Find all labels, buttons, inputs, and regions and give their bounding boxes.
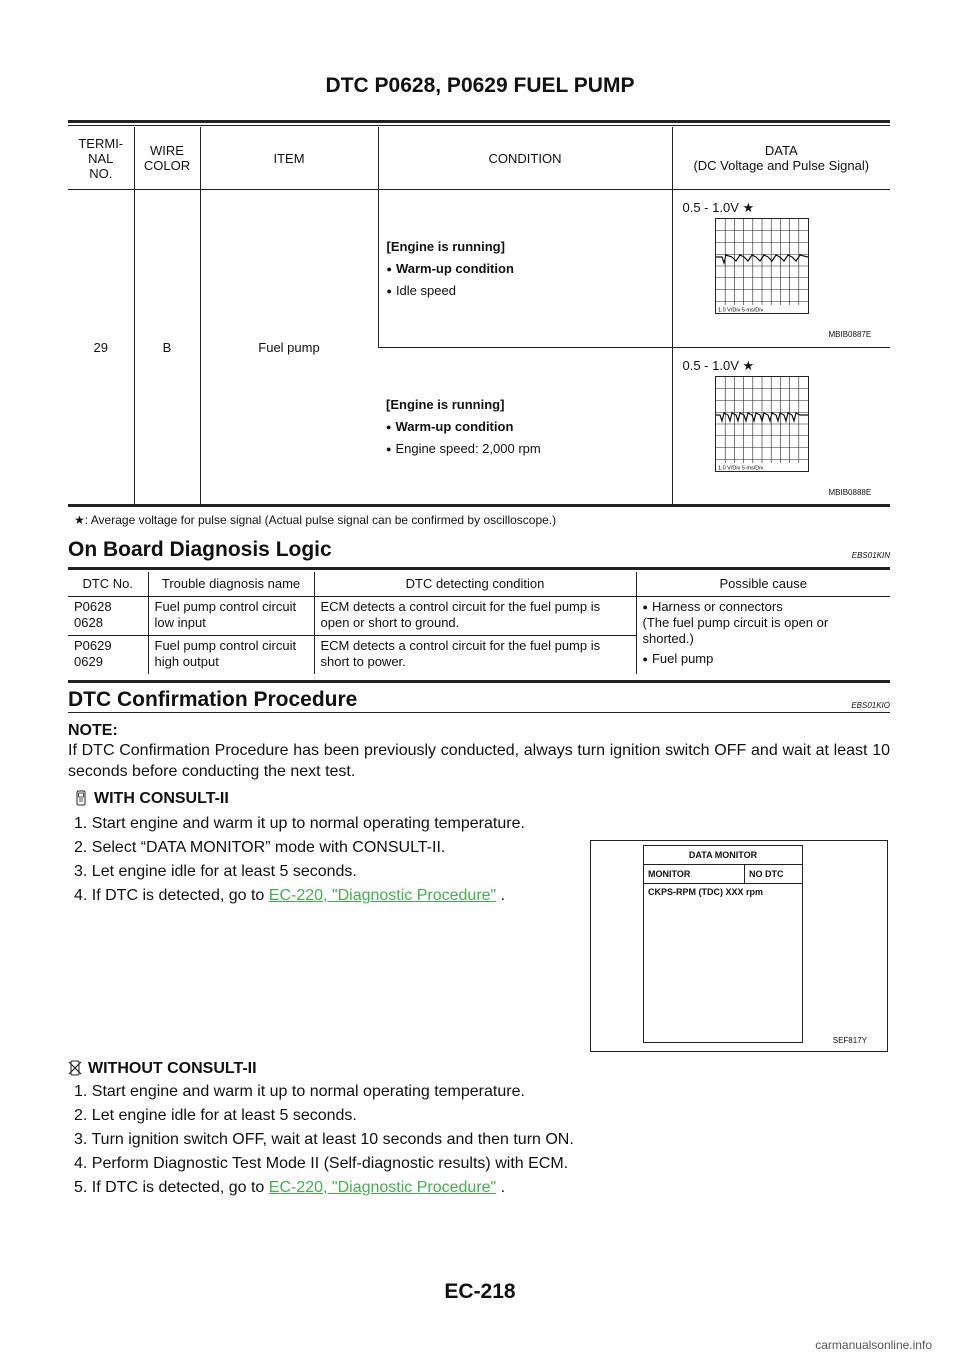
- header-wire-color: WIRE COLOR: [134, 127, 200, 190]
- status-column: NO DTC: [749, 869, 784, 879]
- scope-scale: 1.0 V/Div 5 ms/Div: [717, 307, 763, 314]
- trouble-name: Fuel pump control circuit low input: [148, 597, 314, 636]
- header-condition: CONDITION: [378, 127, 672, 190]
- condition-bullet: Warm-up condition: [395, 260, 514, 276]
- scope-scale: 1.0 V/Div 5 ms/Div: [717, 465, 763, 472]
- data-value: 0.5 - 1.0V ★: [682, 358, 755, 373]
- list-item: 1. Start engine and warm it up to normal operating temperature.: [74, 815, 525, 832]
- condition-title: [Engine is running]: [386, 238, 505, 254]
- table-row: [68, 597, 890, 636]
- consult-tool-icon: [74, 790, 88, 806]
- section-code: EBS01KIO: [851, 701, 890, 710]
- header-data: DATA (DC Voltage and Pulse Signal): [672, 127, 890, 190]
- section-heading-obd: On Board Diagnosis Logic: [68, 538, 332, 561]
- header-dtc-no: DTC No.: [68, 572, 148, 597]
- header-terminal-no: TERMI- NAL NO.: [68, 127, 134, 190]
- with-consult-heading: WITH CONSULT-II: [74, 788, 229, 809]
- condition-bullet: ● Idle speed: [387, 280, 672, 302]
- condition-title: [Engine is running]: [386, 396, 505, 412]
- watermark: carmanualsonline.info: [815, 1338, 932, 1352]
- list-item: 4. Perform Diagnostic Test Mode II (Self-diagnostic results) with ECM.: [74, 1155, 569, 1172]
- condition-cell-2: [378, 348, 672, 506]
- list-item: 5. If DTC is detected, go to EC-220, "Diagnostic Procedure" .: [74, 1179, 506, 1196]
- list-item: 4. If DTC is detected, go to EC-220, "Diagnostic Procedure" .: [74, 887, 506, 904]
- list-item: 3. Turn ignition switch OFF, wait at least 10 seconds and then turn ON.: [74, 1131, 574, 1148]
- title-rule-thin: [68, 125, 890, 126]
- list-item: 3. Let engine idle for at least 5 seconds.: [74, 863, 357, 880]
- detecting-condition: ECM detects a control circuit for the fuel pump is short to power.: [314, 636, 636, 675]
- monitor-column: MONITOR: [644, 865, 745, 883]
- dtc-number: P0628 0628: [74, 599, 112, 630]
- wire-color: B: [134, 190, 200, 506]
- list-item: 2. Select “DATA MONITOR” mode with CONSULT-II.: [74, 839, 446, 856]
- dtc-number: P0629 0629: [68, 636, 148, 675]
- star-icon: ★: [742, 358, 755, 373]
- data-monitor-screen: [643, 845, 803, 1043]
- header-possible-cause: Possible cause: [636, 572, 890, 597]
- cause-item: ● Harness or connectors (The fuel pump circuit is open or shorted.): [643, 599, 885, 647]
- table-bottom-rule: [68, 504, 890, 507]
- table-top-rule: [68, 567, 890, 570]
- data-value: 0.5 - 1.0V ★: [682, 200, 755, 215]
- header-trouble-name: Trouble diagnosis name: [148, 572, 314, 597]
- footnote: ★: Average voltage for pulse signal (Actual pulse signal can be confirmed by oscilloscope.): [74, 513, 557, 527]
- section-code: EBS01KIN: [851, 551, 890, 560]
- condition-cell-1: [378, 190, 672, 348]
- figure-code: SEF817Y: [832, 1036, 867, 1045]
- figure-code: MBIB0888E: [828, 488, 872, 497]
- list-item: 2. Let engine idle for at least 5 seconds.: [74, 1107, 357, 1124]
- section-heading-confirmation: DTC Confirmation Procedure: [68, 688, 358, 711]
- no-consult-icon: [68, 1060, 82, 1076]
- note-label: NOTE:: [68, 722, 118, 739]
- header-item: ITEM: [200, 127, 378, 190]
- monitor-item: CKPS-RPM (TDC) XXX rpm: [648, 887, 764, 897]
- data-monitor-title: DATA MONITOR: [644, 846, 802, 865]
- header-detecting-condition: DTC detecting condition: [314, 572, 636, 597]
- title-rule: [68, 120, 890, 123]
- cause-item: ● Fuel pump: [643, 651, 885, 667]
- condition-bullet: Warm-up condition: [395, 418, 514, 434]
- data-cell-1: [672, 190, 890, 348]
- page-title: DTC P0628, P0629 FUEL PUMP: [325, 74, 635, 97]
- possible-causes: [636, 597, 890, 675]
- oscilloscope-waveform: [715, 376, 809, 472]
- page-number: EC-218: [444, 1280, 516, 1303]
- diagnostic-procedure-link[interactable]: EC-220, "Diagnostic Procedure": [268, 887, 497, 904]
- star-icon: ★: [742, 200, 755, 215]
- note-text: If DTC Confirmation Procedure has been previously conducted, always turn ignition switch OFF and wait at least 10 seconds before conducting the next test.: [68, 742, 890, 780]
- data-monitor-figure: [590, 840, 888, 1052]
- heading-rule: [68, 712, 890, 713]
- detecting-condition: ECM detects a control circuit for the fuel pump is open or short to ground.: [314, 597, 636, 636]
- terminal-table: [68, 127, 890, 505]
- diagnostic-procedure-link[interactable]: EC-220, "Diagnostic Procedure": [268, 1179, 497, 1196]
- star-icon: ★: [74, 513, 85, 527]
- obd-logic-table: [68, 572, 890, 674]
- terminal-no: 29: [93, 340, 108, 355]
- list-item: 1. Start engine and warm it up to normal operating temperature.: [74, 1083, 525, 1100]
- figure-code: MBIB0887E: [828, 330, 872, 339]
- trouble-name: Fuel pump control circuit high output: [148, 636, 314, 675]
- data-monitor-header-row: [644, 865, 802, 884]
- without-consult-heading: WITHOUT CONSULT-II: [68, 1058, 257, 1079]
- oscilloscope-waveform: [715, 218, 809, 314]
- table-bottom-rule: [68, 680, 890, 683]
- condition-bullet: ● Engine speed: 2,000 rpm: [386, 438, 672, 460]
- item-name: Fuel pump: [200, 190, 378, 506]
- data-cell-2: [672, 348, 890, 506]
